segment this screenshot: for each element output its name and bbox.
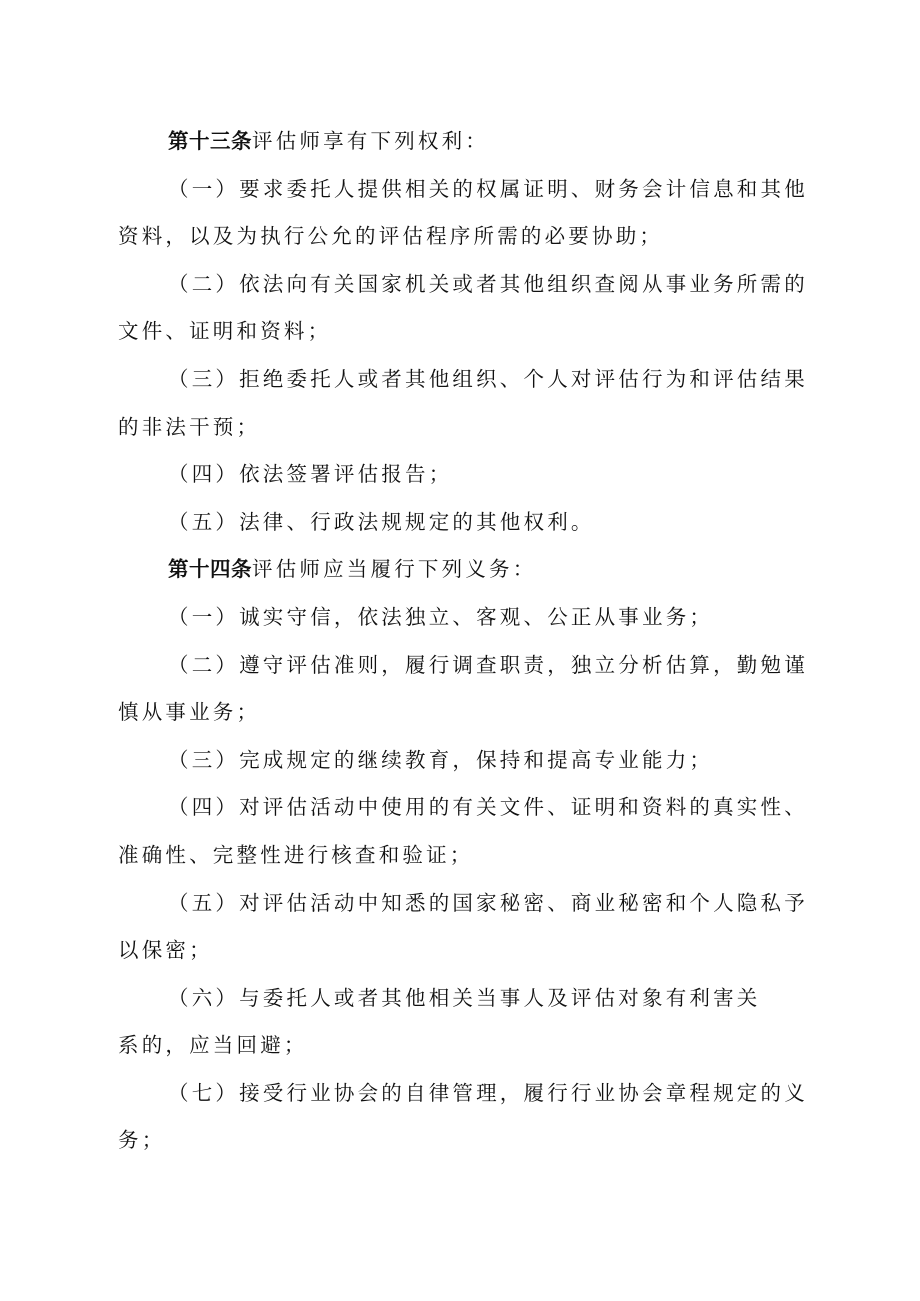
article-14-intro-text: 评估师应当履行下列义务： xyxy=(252,557,537,582)
article-14-item-2 xyxy=(118,642,818,737)
line: （五）法律、行政法规规定的其他权利。 xyxy=(168,509,595,534)
line: （四）依法签署评估报告； xyxy=(168,462,453,487)
line: 慎从事业务； xyxy=(118,700,261,725)
article-14-intro xyxy=(118,546,818,594)
line: （一）诚实守信，依法独立、客观、公正从事业务； xyxy=(168,604,714,629)
article-13-item-5 xyxy=(118,499,818,547)
line: （二）依法向有关国家机关或者其他组织查阅从事业务所需的 xyxy=(168,271,808,296)
line: 准确性、完整性进行核查和验证； xyxy=(118,842,474,867)
line: （四）对评估活动中使用的有关文件、证明和资料的真实性、 xyxy=(168,795,808,820)
line: 务； xyxy=(118,1128,166,1153)
article-13-item-1 xyxy=(118,166,818,261)
line: 系的，应当回避； xyxy=(118,1033,308,1058)
article-14-item-4 xyxy=(118,784,818,879)
line: 文件、证明和资料； xyxy=(118,319,332,344)
line: （五）对评估活动中知悉的国家秘密、商业秘密和个人隐私予 xyxy=(168,890,808,915)
line: 资料，以及为执行公允的评估程序所需的必要协助； xyxy=(118,224,664,249)
article-14-item-1 xyxy=(118,594,818,642)
article-13-item-2 xyxy=(118,261,818,356)
line: （七）接受行业协会的自律管理，履行行业协会章程规定的义 xyxy=(168,1080,808,1105)
article-13-intro xyxy=(118,118,818,166)
article-14-heading: 第十四条 xyxy=(168,557,252,582)
line: （六）与委托人或者其他相关当事人及评估对象有利害关 xyxy=(168,985,761,1010)
line: （二）遵守评估准则，履行调查职责，独立分析估算，勤勉谨 xyxy=(168,652,808,677)
article-13-intro-text: 评估师享有下列权利： xyxy=(252,129,489,153)
line: （一）要求委托人提供相关的权属证明、财务会计信息和其他 xyxy=(168,176,808,201)
article-13-heading: 第十三条 xyxy=(168,129,252,153)
article-13-item-3 xyxy=(118,356,818,451)
article-13-item-4 xyxy=(118,451,818,499)
article-14-item-6 xyxy=(118,975,818,1070)
article-14-item-3 xyxy=(118,737,818,785)
document-body xyxy=(118,118,818,1165)
line: （三）拒绝委托人或者其他组织、个人对评估行为和评估结果 xyxy=(168,366,808,391)
article-14-item-5 xyxy=(118,880,818,975)
line: 的非法干预； xyxy=(118,414,261,439)
line: 以保密； xyxy=(118,938,213,963)
line: （三）完成规定的继续教育，保持和提高专业能力； xyxy=(168,747,714,772)
article-14-item-7 xyxy=(118,1070,818,1165)
